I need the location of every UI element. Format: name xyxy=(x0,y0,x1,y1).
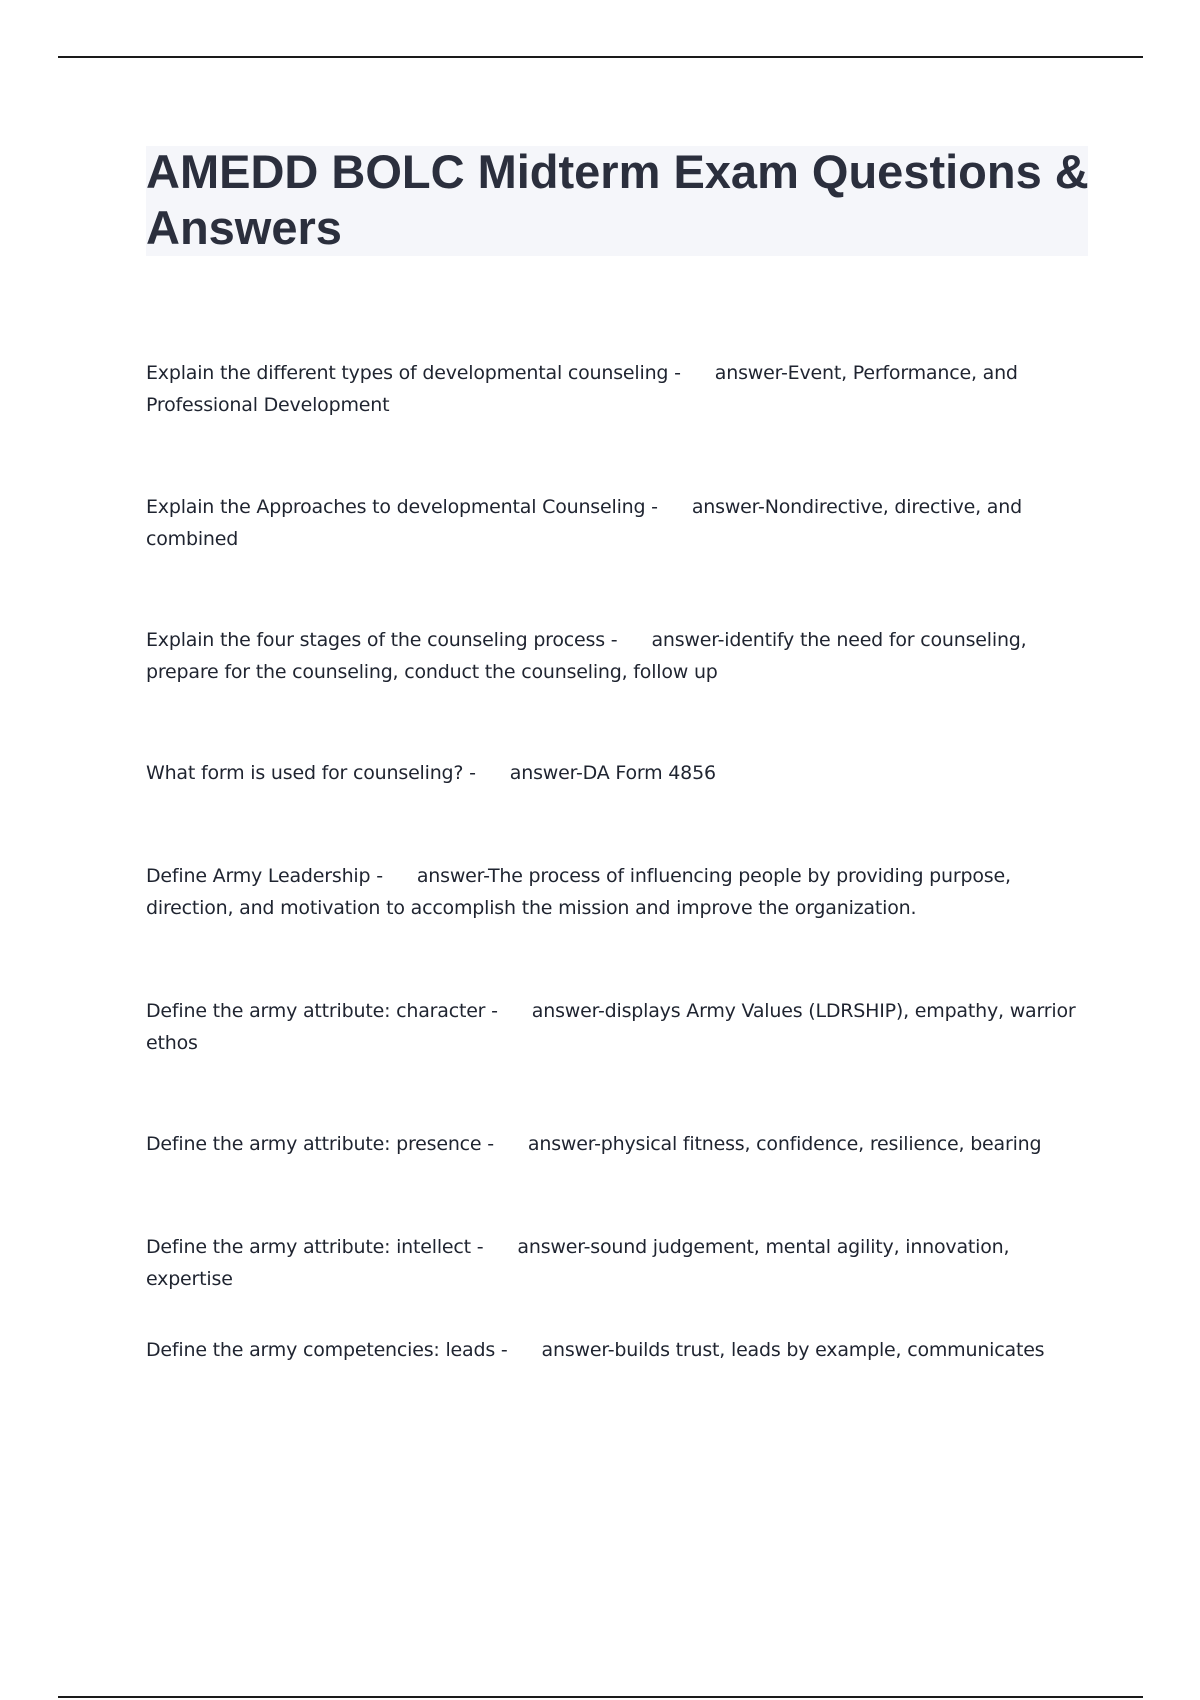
answer-text: answer-physical fitness, confidence, resilience, bearing xyxy=(527,1133,1042,1155)
question-text: Define the army attribute: intellect - xyxy=(146,1236,484,1258)
bottom-rule xyxy=(58,1696,1143,1698)
question-text: Explain the different types of developmental counseling - xyxy=(146,362,681,384)
qa-item xyxy=(146,860,1086,924)
qa-item xyxy=(146,357,1086,421)
question-text: Define the army attribute: presence - xyxy=(146,1133,494,1155)
qa-item xyxy=(146,1128,1086,1160)
answer-text: answer-identify the need for counseling, prepare for the counseling, conduct the counseling, follow up xyxy=(146,629,1027,683)
qa-item xyxy=(146,491,1086,555)
answer-text: answer-displays Army Values (LDRSHIP), empathy, warrior ethos xyxy=(146,1000,1076,1054)
answer-text: answer-The process of influencing people by providing purpose, direction, and motivation to accomplish the mission and improve the organization. xyxy=(146,865,1011,919)
qa-item xyxy=(146,1334,1086,1366)
question-text: Define the army competencies: leads - xyxy=(146,1339,508,1361)
answer-text: answer-builds trust, leads by example, communicates xyxy=(541,1339,1045,1361)
document-title: AMEDD BOLC Midterm Exam Questions & Answers xyxy=(146,145,1089,254)
question-text: Define Army Leadership - xyxy=(146,865,383,887)
answer-text: answer-Nondirective, directive, and combined xyxy=(146,496,1022,550)
qa-item xyxy=(146,624,1086,688)
answer-text: answer-sound judgement, mental agility, innovation, expertise xyxy=(146,1236,1010,1290)
qa-item xyxy=(146,757,1086,789)
top-rule xyxy=(58,56,1143,58)
question-text: Explain the four stages of the counseling process - xyxy=(146,629,618,651)
question-text: What form is used for counseling? - xyxy=(146,762,476,784)
answer-text: answer-Event, Performance, and Professional Development xyxy=(146,362,1018,416)
qa-item xyxy=(146,1231,1086,1295)
question-text: Explain the Approaches to developmental Counseling - xyxy=(146,496,658,518)
question-text: Define the army attribute: character - xyxy=(146,1000,498,1022)
answer-text: answer-DA Form 4856 xyxy=(509,762,716,784)
qa-item xyxy=(146,995,1086,1059)
